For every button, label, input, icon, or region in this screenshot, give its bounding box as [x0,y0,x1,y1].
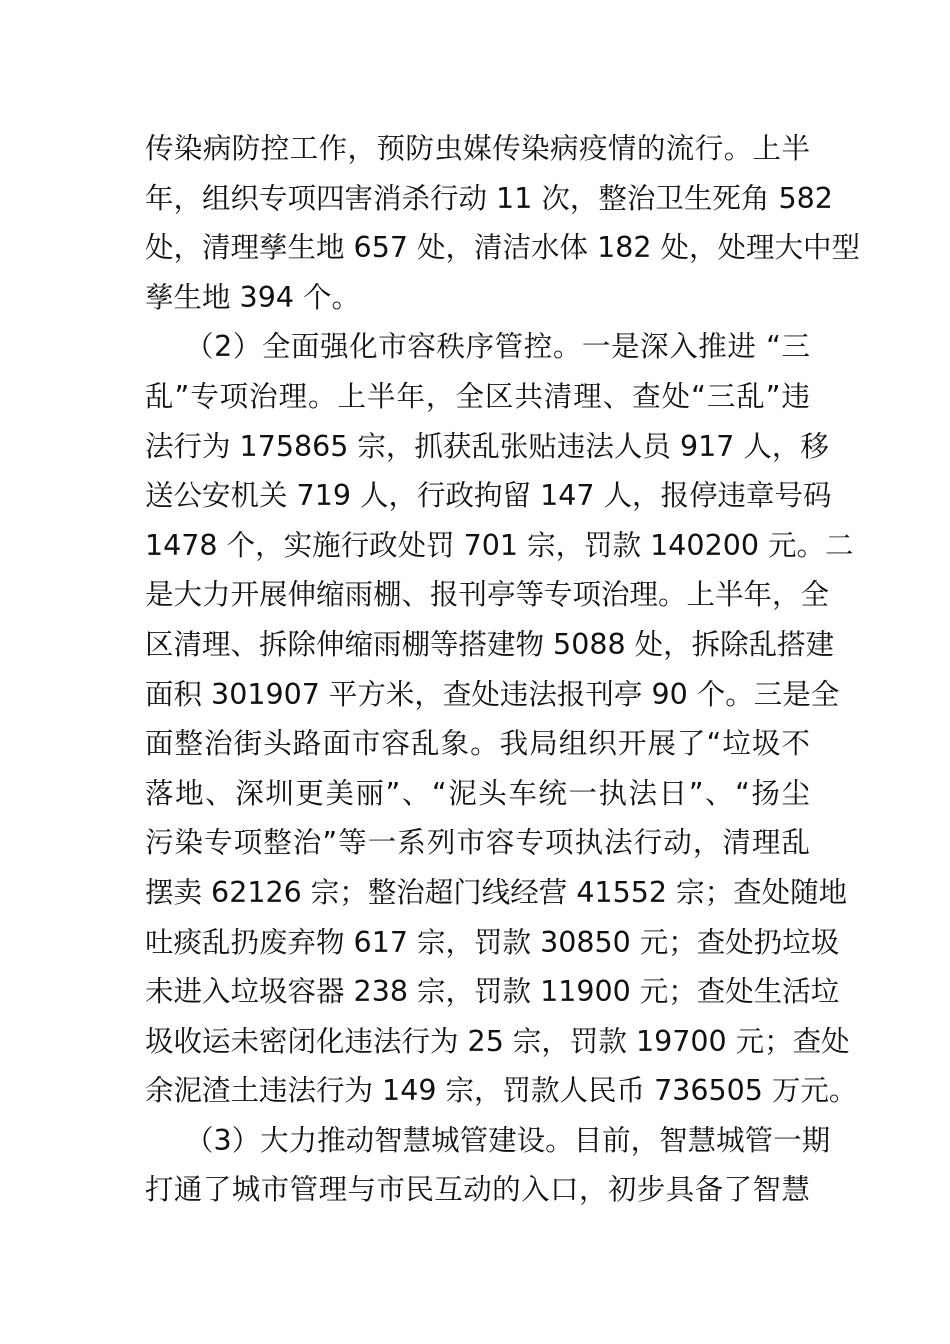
text-line: 落地、深圳更美丽”、“泥头车统一执法日”、“扬尘 [145,776,810,810]
text-line: 区清理、拆除伸缩雨棚等搭建物 5088 处，拆除乱搭建 [145,627,835,661]
paragraph-2 [145,322,858,1116]
text-line: 面整治街头路面市容乱象。我局组织开展了“垃圾不 [145,727,810,761]
text-line: 年，组织专项四害消杀行动 11 次，整治卫生死角 582 [145,181,833,215]
text-line: 打通了城市管理与市民互动的入口，初步具备了智慧 [145,1173,810,1207]
text-line: 污染专项整治”等一系列市容专项执法行动，清理乱 [145,826,810,860]
text-line: 传染病防控工作，预防虫媒传染病疫情的流行。上半 [145,132,810,165]
text-line: 送公安机关 719 人，行政拘留 147 人，报停违章号码 [145,479,832,513]
text-line: 1478 个，实施行政处罚 701 宗，罚款 140200 元。二 [145,528,854,562]
text-line: （2）全面强化市容秩序管控。一是深入推进 “三 [185,330,810,364]
text-line: （3）大力推动智慧城管建设。目前，智慧城管一期 [185,1123,831,1157]
text-line: 处，清理孳生地 657 处，清洁水体 182 处，处理大中型 [145,231,861,265]
paragraph-1 [145,124,861,322]
text-line: 未进入垃圾容器 238 宗，罚款 11900 元；查处生活垃 [145,975,840,1009]
text-line: 是大力开展伸缩雨棚、报刊亭等专项治理。上半年，全 [145,578,830,612]
text-line: 孳生地 394 个。 [145,280,361,314]
paragraph-3 [145,1116,831,1215]
text-line: 圾收运未密闭化违法行为 25 宗，罚款 19700 元；查处 [145,1024,850,1058]
body-text [145,124,861,1215]
text-line: 余泥渣土违法行为 149 宗，罚款人民币 736505 万元。 [145,1074,858,1108]
text-line: 法行为 175865 宗，抓获乱张贴违法人员 917 人，移 [145,429,829,463]
text-line: 摆卖 62126 宗；整治超门线经营 41552 宗；查处随地 [145,875,848,909]
text-line: 吐痰乱扔废弃物 617 宗，罚款 30850 元；查处扔垃圾 [145,925,840,959]
text-line: 面积 301907 平方米，查处违法报刊亭 90 个。三是全 [145,677,840,711]
text-line: 乱”专项治理。上半年，全区共清理、查处“三乱”违 [145,379,810,413]
